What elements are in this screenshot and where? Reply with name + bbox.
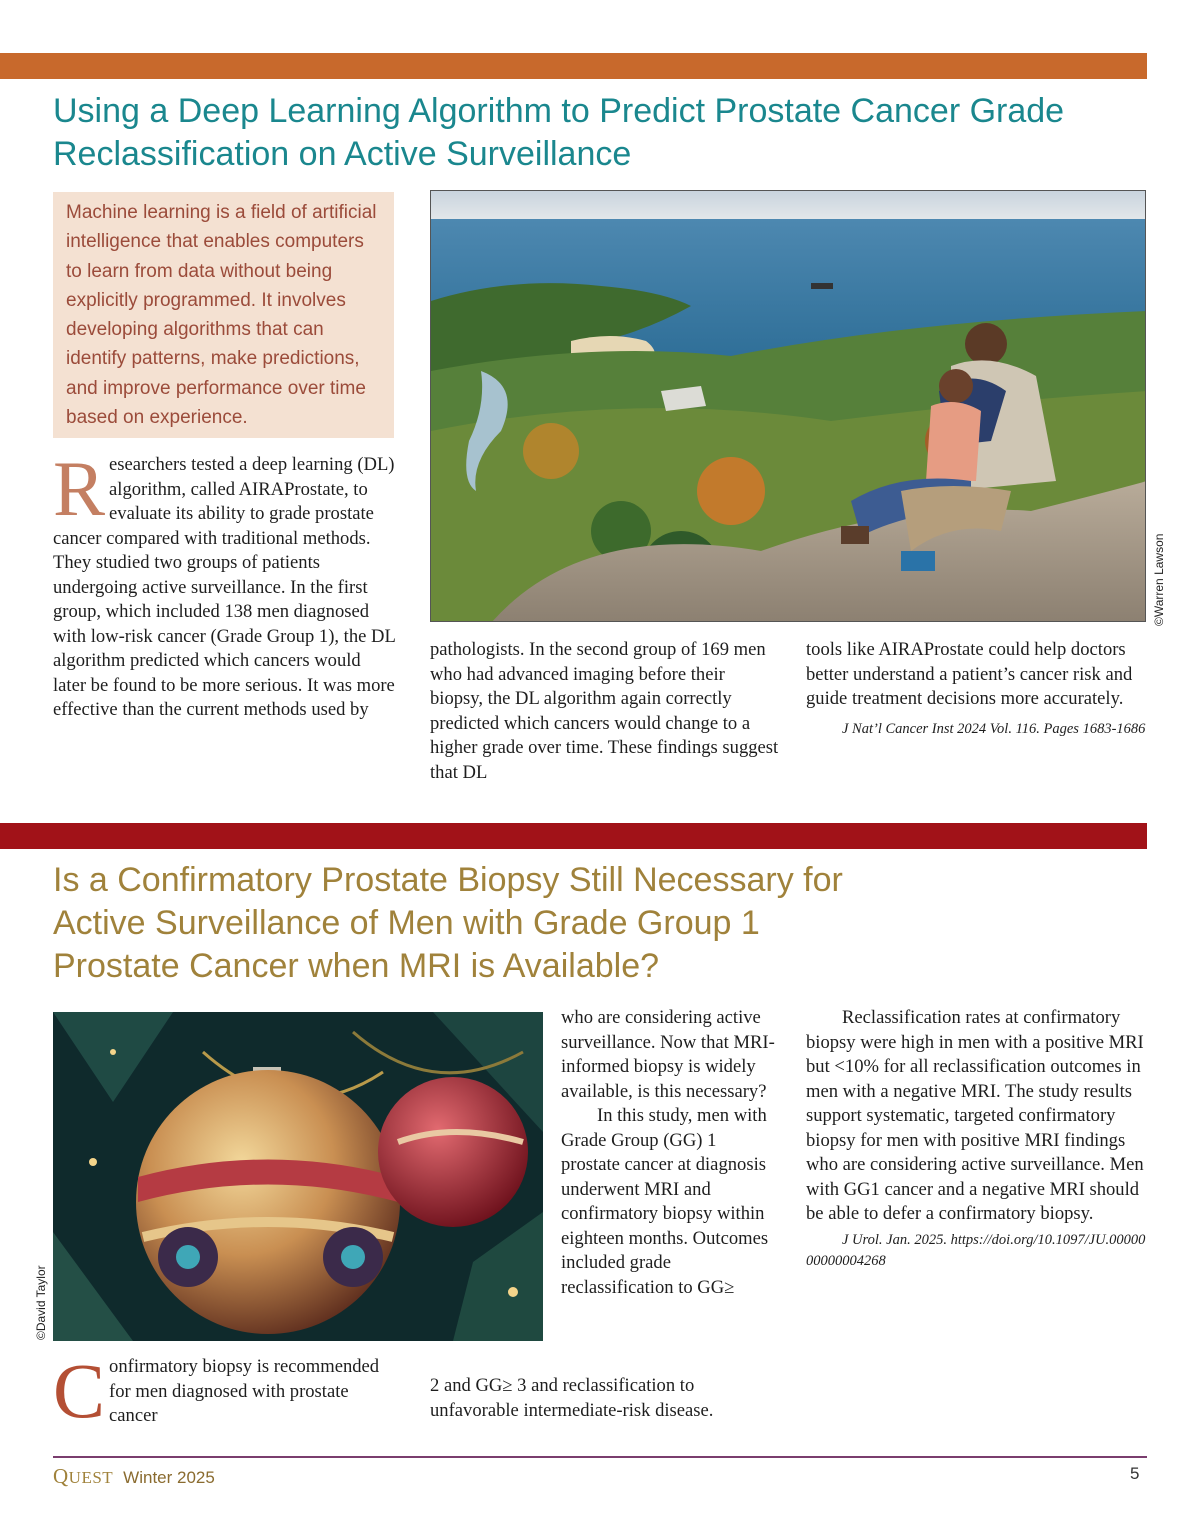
article2-citation: J Urol. Jan. 2025. https://doi.org/10.1097/JU.0000000000004268 [806,1231,1146,1269]
article1-body-3: tools like AIRAProstate could help doctors better understand a patient’s cancer risk and guide treatment decisions more accurately. [806,639,1133,709]
issue-label: Winter 2025 [123,1468,215,1487]
article1-citation: J Nat’l Cancer Inst 2024 Vol. 116. Pages 1683-1686 [842,720,1146,737]
photo-credit-1: ©Warren Lawson [1152,533,1166,626]
hikers-photo [430,190,1146,622]
article1-column-3 [806,638,1146,740]
photo-credit-2: ©David Taylor [34,1265,48,1340]
ornament-photo [53,1012,543,1341]
article2-column-2-continued [430,1374,779,1423]
article1-sidebar: Machine learning is a field of artificial intelligence that enables computers to learn from data without being explicitly programmed. It involves developing algorithms that can identify patterns, make predictions, and improve performance over time based on experience. [53,192,394,438]
article1-column-1 [53,445,398,723]
article1-body-1: esearchers tested a deep learning (DL) algorithm, called AIRAProstate, to evaluate its ability to grade prostate cancer compared with traditional methods. They studied two groups of patients undergoing active surveillance. In the first group, which included 138 men diagnosed with low-risk cancer (Grade Group 1), the DL algorithm predicted which cancers would later be found to be more serious. It was more effective than the current methods used by [53,454,396,720]
hikers-photo-image [431,191,1146,622]
dropcap: R [53,445,106,532]
footer-rule [53,1456,1147,1458]
article2-column-1 [53,1347,388,1434]
article1-body-2: pathologists. In the second group of 169 men who had advanced imaging before their biopsy, the DL algorithm again correctly predicted which cancers would change to a higher grade over time. These findings suggest that DL [430,639,779,783]
article2-body-3: Reclassification rates at confirmatory biopsy were high in men with a positive MRI but <10% for all reclassification outcomes in men with a negative MRI. The study results support systematic, targeted confirmatory biopsy for men with positive MRI findings who are considering active surveillance. Men with GG1 cancer and a negative MRI should be able to defer a confirmatory biopsy. [806,1007,1144,1224]
dropcap: C [53,1347,106,1434]
article2-body-2c: 2 and GG≥ 3 and reclassification to unfavorable intermediate-risk disease. [430,1375,714,1421]
article2-body-2a: who are considering active surveillance. Now that MRI-informed biopsy is widely available, is this necessary? [561,1007,775,1102]
footer-publication [53,1464,215,1489]
ornament-photo-image [53,1012,543,1341]
article2-title: Is a Confirmatory Prostate Biopsy Still Necessary for Active Surveillance of Men with Grade Group 1 Prostate Cancer when MRI is Available? [53,861,843,985]
section-divider-red [0,823,1147,849]
section-divider-orange [0,53,1147,79]
publication-rest: UEST [68,1468,114,1487]
page-number: 5 [1130,1464,1140,1483]
article1-column-2 [430,638,780,785]
article2-body-1: onfirmatory biopsy is recommended for men diagnosed with prostate cancer [109,1356,380,1426]
publication-name [53,1464,114,1488]
publication-initial: Q [53,1464,69,1488]
article1-title: Using a Deep Learning Algorithm to Predict Prostate Cancer Grade Reclassification on Active Surveillance [53,92,1065,173]
article2-column-2 [561,1006,779,1300]
article2-column-3 [806,1006,1151,1272]
article2-body-2b: In this study, men with Grade Group (GG) 1 prostate cancer at diagnosis underwent MRI and confirmatory biopsy within eighteen months. Outcomes included grade reclassification to GG≥ [561,1105,769,1298]
